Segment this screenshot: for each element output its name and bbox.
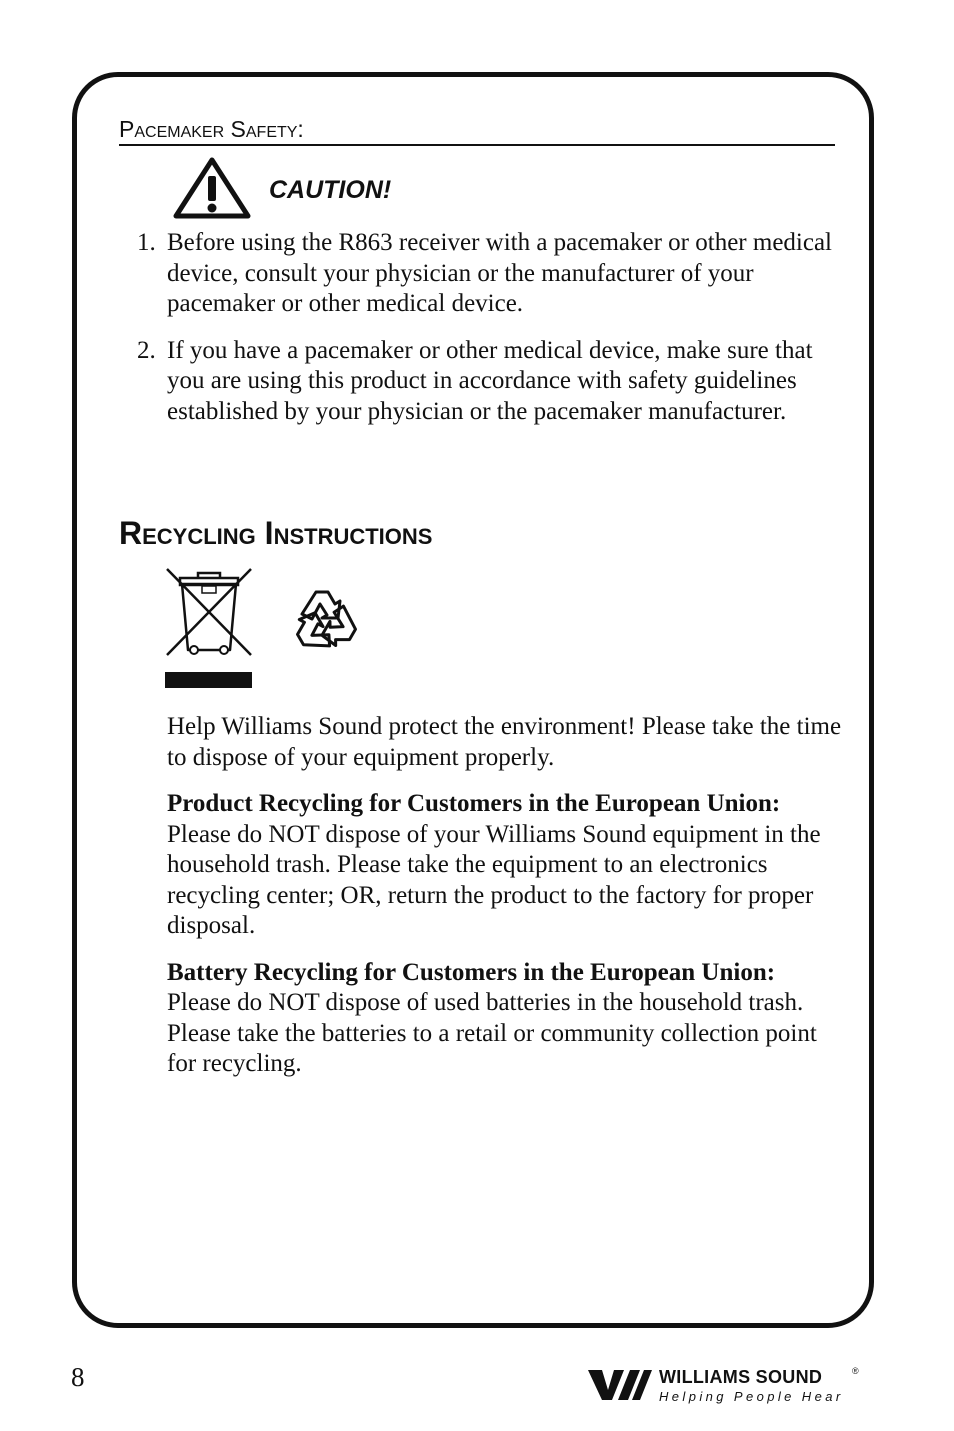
list-item-number: 1. bbox=[137, 229, 156, 256]
warning-triangle-icon bbox=[173, 157, 251, 219]
list-item bbox=[137, 336, 837, 428]
weee-marking-bar bbox=[165, 672, 252, 688]
battery-recycling-title: Battery Recycling for Customers in the European Union: bbox=[167, 958, 776, 986]
registered-mark: ® bbox=[852, 1366, 859, 1376]
product-recycling-text: Please do NOT dispose of your Williams Sound equipment in the household trash. Please take the equipment to an electronics recycling center; OR, return the product to the factory for proper disposal. bbox=[167, 820, 821, 939]
product-recycling-paragraph bbox=[167, 789, 847, 942]
williams-sound-logo-mark bbox=[588, 1368, 652, 1402]
crossed-out-bin-icon bbox=[164, 566, 254, 658]
product-recycling-title: Product Recycling for Customers in the European Union: bbox=[167, 790, 781, 817]
list-item-text: Before using the R863 receiver with a pacemaker or other medical device, consult your physician or the manufacturer of your pacemaker or other medical device. bbox=[167, 229, 833, 317]
recycle-arrows-icon bbox=[280, 574, 370, 662]
brand-name: WILLIAMS SOUND bbox=[659, 1367, 823, 1387]
list-item bbox=[137, 228, 837, 320]
recycling-body bbox=[167, 712, 847, 1096]
williams-sound-logo bbox=[588, 1364, 868, 1410]
caution-label: CAUTION! bbox=[269, 176, 392, 204]
battery-recycling-text: Please do NOT dispose of used batteries in the household trash. Please take the batteries to a retail or community collection point for recycling. bbox=[167, 989, 817, 1077]
caution-list bbox=[137, 228, 837, 443]
list-item-number: 2. bbox=[137, 336, 156, 364]
recycling-heading: Recycling Instructions bbox=[119, 515, 433, 551]
page-number: 8 bbox=[71, 1362, 85, 1392]
recycling-intro: Help Williams Sound protect the environment! Please take the time to dispose of your equipment properly. bbox=[167, 713, 842, 771]
battery-recycling-paragraph bbox=[167, 958, 847, 1080]
list-item-text: If you have a pacemaker or other medical device, make sure that you are using this product in accordance with safety guidelines established by your physician or the pacemaker manufacturer. bbox=[167, 336, 813, 425]
pacemaker-safety-heading: Pacemaker Safety: bbox=[119, 114, 835, 146]
brand-tagline: Helping People Hear bbox=[659, 1389, 844, 1404]
